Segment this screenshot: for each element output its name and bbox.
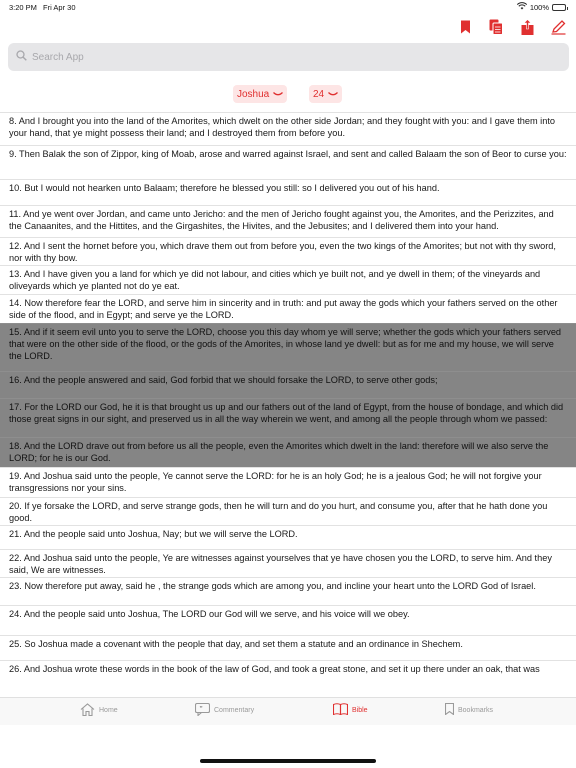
home-indicator	[200, 759, 376, 763]
verse-text: 14. Now therefore fear the LORD, and serve him in sincerity and in truth: and put away the gods which your fathers served on the other side of the flood, and in Egypt; and serve ye the LORD.	[9, 298, 558, 320]
edit-icon[interactable]	[550, 18, 566, 36]
bookmarks-icon	[445, 703, 454, 717]
verse-row[interactable]	[0, 549, 576, 577]
verse-text: 12. And I sent the hornet before you, which drave them out from before you, even the two kings of the Amorites; but not with thy sword, nor with thy bow.	[9, 241, 556, 263]
verse-text: 22. And Joshua said unto the people, Ye are witnesses against yourselves that ye have chosen you the LORD, to serve him. And they said, We are witnesses.	[9, 553, 552, 575]
tab-home-label: Home	[99, 707, 118, 714]
verse-text: 13. And I have given you a land for which ye did not labour, and cities which ye built not, and ye dwell in them; of the vineyards and oliveyards which ye planted not do ye eat.	[9, 269, 541, 291]
battery-percent: 100%	[529, 2, 549, 12]
verse-text: 25. So Joshua made a covenant with the people that day, and set them a statute and an ordinance in Shechem.	[9, 639, 463, 649]
battery-icon	[552, 4, 566, 11]
home-icon	[80, 703, 95, 718]
tab-bookmarks[interactable]	[445, 703, 493, 717]
search-icon	[16, 48, 27, 66]
verse-row[interactable]	[0, 660, 576, 678]
verse-text: 17. For the LORD our God, he it is that brought us up and our fathers out of the land of Egypt, from the house of bondage, and which did those great signs in our sight, and preserved us in all the way wherein we went, and among all the people through whom we passed:	[9, 402, 564, 424]
bible-icon	[333, 703, 348, 717]
commentary-icon	[195, 703, 210, 718]
verse-row[interactable]	[0, 265, 576, 294]
wifi-icon	[517, 2, 527, 12]
verse-row[interactable]	[0, 525, 576, 549]
verse-list[interactable]	[0, 112, 576, 696]
verse-row[interactable]	[0, 605, 576, 635]
chevron-down-icon	[273, 89, 283, 100]
verse-text: 24. And the people said unto Joshua, The LORD our God will we serve, and his voice will we obey.	[9, 609, 410, 619]
verse-text: 11. And ye went over Jordan, and came unto Jericho: and the men of Jericho fought against you, the Amorites, and the Perizzites, and the Canaanites, and the Hittites, and the Girgashites, the Hivites, and the Jebusites; and I delivered them into your hand.	[9, 209, 554, 231]
bookmark-icon[interactable]	[457, 18, 473, 36]
status-time: 3:20 PM	[9, 3, 37, 12]
tab-bar	[0, 697, 576, 725]
verse-text: 9. Then Balak the son of Zippor, king of Moab, arose and warred against Israel, and sent and called Balaam the son of Beor to curse you:	[9, 149, 567, 159]
verse-row[interactable]	[0, 398, 576, 437]
verse-row[interactable]	[0, 635, 576, 660]
toolbar	[457, 18, 566, 36]
chapter-selector[interactable]	[309, 85, 342, 103]
book-selector[interactable]	[233, 85, 287, 103]
book-selector-label: Joshua	[237, 88, 270, 100]
verse-text: 16. And the people answered and said, God forbid that we should forsake the LORD, to serve other gods;	[9, 375, 438, 385]
copy-icon[interactable]	[488, 18, 504, 36]
passage-selectors	[0, 85, 576, 103]
tab-bible[interactable]	[333, 703, 368, 717]
tab-bookmarks-label: Bookmarks	[458, 706, 494, 714]
verse-row[interactable]	[0, 467, 576, 497]
verse-text: 20. If ye forsake the LORD, and serve strange gods, then he will turn and do you hurt, and consume you, after that he hath done you good.	[9, 501, 548, 523]
tab-commentary-label: Commentary	[214, 707, 255, 714]
verse-row[interactable]	[0, 497, 576, 525]
verse-text: 21. And the people said unto Joshua, Nay; but we will serve the LORD.	[9, 529, 298, 539]
tab-bible-label: Bible	[352, 706, 368, 714]
verse-row[interactable]	[0, 371, 576, 398]
svg-text:❞: ❞	[199, 705, 203, 713]
verse-row[interactable]	[0, 577, 576, 605]
status-bar	[0, 0, 576, 14]
verse-text: 15. And if it seem evil unto you to serve the LORD, choose you this day whom ye will serve; whether the gods which your fathers served that were on the other side of the flood, or the gods of the Amorites, in whose land ye dwell: but as for me and my house, we will serve the LORD.	[9, 327, 562, 361]
verse-text: 8. And I brought you into the land of the Amorites, which dwelt on the other side Jordan; and they fought with you: and I gave them into your hand, that ye might possess their land; and I destroyed them from before you.	[9, 116, 555, 138]
verse-row[interactable]	[0, 205, 576, 237]
verse-row[interactable]	[0, 294, 576, 323]
tab-home[interactable]	[80, 703, 118, 718]
verse-text: 26. And Joshua wrote these words in the book of the law of God, and took a great stone, and set it up there under an oak, that was	[9, 664, 540, 674]
verse-text: 18. And the LORD drave out from before us all the people, even the Amorites which dwelt in the land: therefore will we also serve the LORD; for he is our God.	[9, 441, 549, 463]
verse-row[interactable]	[0, 323, 576, 371]
verse-row[interactable]	[0, 437, 576, 467]
verse-text: 19. And Joshua said unto the people, Ye cannot serve the LORD: for he is an holy God; he is a jealous God; he will not forgive your transgressions nor your sins.	[9, 471, 542, 493]
verse-row[interactable]	[0, 145, 576, 179]
tab-commentary[interactable]	[195, 703, 254, 718]
search-input[interactable]	[32, 52, 532, 63]
chapter-selector-label: 24	[313, 88, 325, 100]
verse-text: 23. Now therefore put away, said he , the strange gods which are among you, and incline your heart unto the LORD God of Israel.	[9, 581, 536, 591]
verse-row[interactable]	[0, 237, 576, 265]
share-icon[interactable]	[519, 18, 535, 36]
verse-row[interactable]	[0, 179, 576, 205]
status-right	[517, 2, 566, 12]
verse-text: 10. But I would not hearken unto Balaam; therefore he blessed you still: so I delivered you out of his hand.	[9, 183, 440, 193]
status-date: Fri Apr 30	[43, 3, 76, 12]
chevron-down-icon	[328, 89, 338, 100]
verse-row[interactable]	[0, 112, 576, 145]
search-bar[interactable]	[8, 43, 569, 71]
